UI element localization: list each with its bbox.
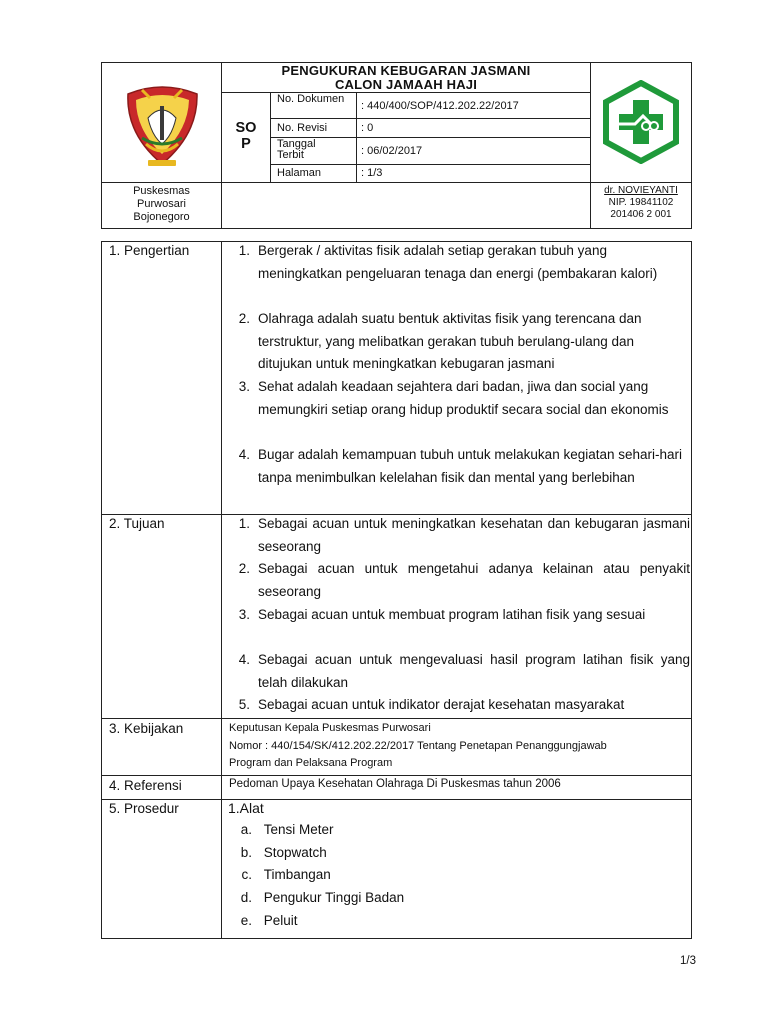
label-halaman: Halaman [277, 167, 322, 179]
signer-block [591, 185, 691, 221]
list-item: a. Tensi Meter [240, 822, 334, 837]
signer-nip-1: NIP. 19841102 [608, 197, 674, 208]
document-title [222, 64, 590, 92]
pengertian-list: 1. Bergerak / aktivitas fisik adalah setiap gerakan tubuh yang meningkatkan pengeluaran tenaga dan energi (pembakaran kalori) 2. Olahraga adalah suatu bentuk aktivitas fisik yang terencana dan terstruktur, yang melibatkan gerakan tubuh berulang-ulang dan ditujukan untuk meningkatkan kebugaran jasmani 3. Sehat adalah keadaan sejahtera dari badan, jiwa dan social yang memungkiri setiap orang hidup produktif secara social dan ekonomis 4. Bugar adalah kemampuan tubuh untuk melakukan kegiatan sehari-hari tanpa menimbulkan kelelahan fisik dan mental yang berlebihan [238, 243, 683, 485]
referensi-text: Pedoman Upaya Kesehatan Olahraga Di Puskesmas tahun 2006 [229, 778, 561, 790]
list-item: c. Timbangan [241, 867, 331, 882]
list-item: e. Peluit [240, 913, 298, 928]
organization-name: Puskesmas Purwosari Bojonegoro [133, 185, 190, 223]
row-divider-3 [101, 775, 692, 776]
label-tanggal-terbit: Tanggal Terbit [277, 138, 316, 161]
value-halaman: : 1/3 [361, 167, 383, 179]
header-line-row2 [270, 137, 591, 138]
content-column-divider [221, 241, 222, 939]
list-item: d. Pengukur Tinggi Badan [240, 890, 405, 905]
prosedur-alat-list [228, 819, 528, 934]
value-tanggal-terbit: : 06/02/2017 [361, 145, 423, 157]
page-number: 1/3 [680, 955, 696, 967]
label-no-revisi: No. Revisi [277, 122, 328, 134]
signer-nip-2: 201406 2 001 [610, 209, 672, 220]
signer-name: dr. NOVIEYANTI [604, 185, 678, 196]
section-label-referensi: 4. Referensi [109, 778, 182, 793]
header-line-bottom [101, 182, 692, 183]
value-no-revisi: : 0 [361, 122, 374, 134]
title-line-1: PENGUKURAN KEBUGARAN JASMANI [281, 63, 531, 78]
label-no-dokumen: No. Dokumen [277, 93, 345, 105]
kebijakan-text: Keputusan Kepala Puskesmas Purwosari Nomor : 440/154/SK/412.202.22/2017 Tentang Penetapan Penanggungjawab Program dan Pelaksana Program [229, 722, 607, 769]
section-label-prosedur: 5. Prosedur [109, 801, 179, 816]
title-line-2: CALON JAMAAH HAJI [334, 77, 478, 92]
prosedur-heading: 1.Alat [228, 800, 264, 816]
header-line-row1 [270, 118, 591, 119]
sop-label: SO P [235, 120, 257, 152]
section-label-tujuan: 2. Tujuan [109, 516, 165, 531]
header-line-row3 [270, 164, 591, 165]
row-divider-4 [101, 799, 692, 800]
value-no-dokumen: : 440/400/SOP/412.202.22/2017 [361, 100, 519, 112]
tujuan-list: 1. Sebagai acuan untuk meningkatkan kesehatan dan kebugaran jasmani seseorang 2. Sebagai acuan untuk mengetahui adanya kelainan atau penyakit seseorang 3. Sebagai acuan untuk membuat program latihan fisik yang sesuai 4. Sebagai acuan untuk mengevaluasi hasil program latihan fisik yang telah dilakukan 5. Sebagai acuan untuk indikator derajat kesehatan masyarakat [238, 516, 690, 712]
list-item: b. Stopwatch [240, 845, 327, 860]
row-divider-2 [101, 718, 692, 719]
bojonegoro-logo [120, 78, 205, 170]
puskesmas-logo [602, 80, 680, 164]
section-label-kebijakan: 3. Kebijakan [109, 721, 184, 736]
section-label-pengertian: 1. Pengertian [109, 243, 190, 258]
